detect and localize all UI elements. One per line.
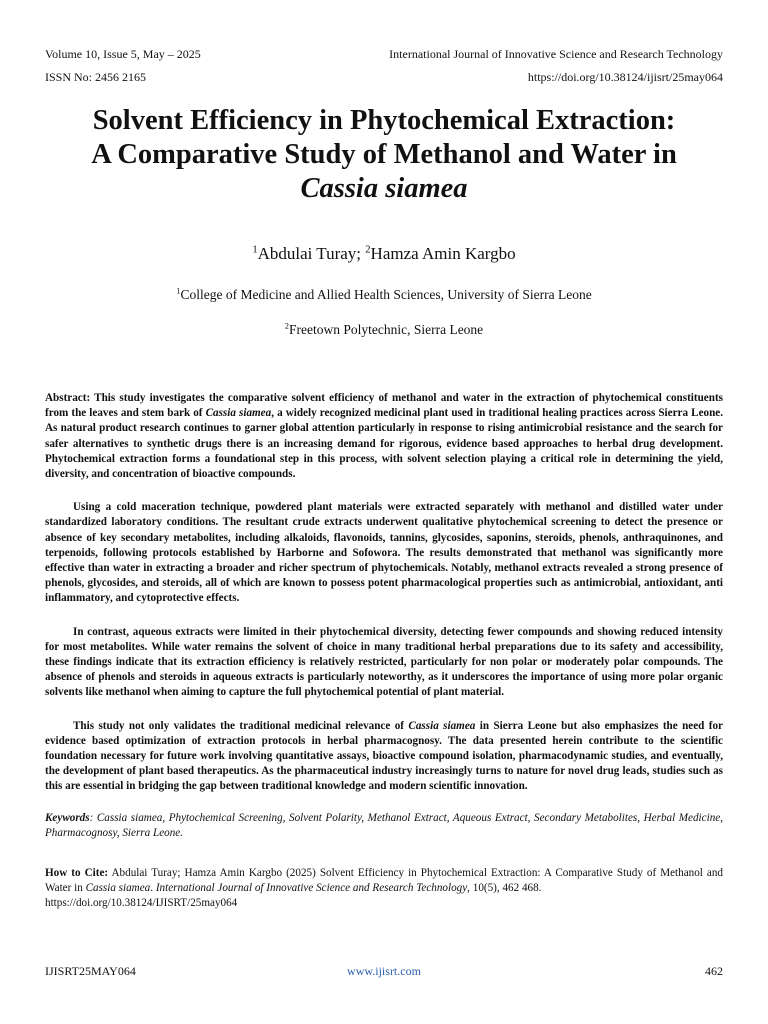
abstract-p1-text-b: , a widely recognized medicinal plant used in traditional healing practices across Sierra Leone. As natural product research continues to garner global attention particularly in response to rising antimicrobial resistance and the search for safer alternatives to synthetic drugs there is an increasing demand for rigorous, evidence based approaches to herbal drug development. Phytochemical extraction forms a foundational step in this process, with solvent selection playing a critical role in determining the yield, diversity, and concentration of bioactive compounds. bbox=[45, 407, 724, 481]
cite-text-c: , 10(5), 462 468. bbox=[467, 882, 542, 895]
journal-name: International Journal of Innovative Science and Research Technology bbox=[389, 47, 723, 61]
author-2-marker: 2 bbox=[365, 244, 371, 256]
paper-code: IJISRT25MAY064 bbox=[45, 964, 136, 978]
cite-species: Cassia siamea bbox=[85, 882, 151, 895]
cite-journal: International Journal of Innovative Science and Research Technology bbox=[155, 882, 468, 895]
affiliation-2-marker: 2 bbox=[284, 321, 289, 331]
doi-link[interactable]: https://doi.org/10.38124/ijisrt/25may064 bbox=[527, 70, 723, 84]
abstract-section bbox=[45, 391, 723, 930]
keywords bbox=[45, 811, 723, 841]
abstract-p4-text-b: in Sierra Leone but also emphasizes the need for evidence based optimization of extraction protocols in herbal pharmacognosy. The data presented herein contribute to the scientific foundation necessary for future work involving quantitative assays, bioactive compound isolation, pharmacodynamic studies, and eventually, the development of plant based therapeutics. As the pharmaceutical industry increasingly turns to nature for novel drug leads, studies such as this are essential in bridging the gap between traditional knowledge and modern scientific innovation. bbox=[45, 719, 723, 793]
cite-label: How to Cite: bbox=[45, 867, 109, 880]
title-line-2: A Comparative Study of Methanol and Water in bbox=[91, 139, 677, 170]
author-1: Abdulai Turay; bbox=[257, 244, 366, 263]
cite-text-b: . bbox=[150, 882, 156, 895]
abstract-p4-species: Cassia siamea bbox=[408, 719, 476, 732]
affiliation-2-text: Freetown Polytechnic, Sierra Leone bbox=[288, 322, 484, 337]
author-list bbox=[0, 243, 768, 265]
volume-issue: Volume 10, Issue 5, May – 2025 bbox=[45, 47, 201, 61]
abstract-p1-text-a: Abstract: This study investigates the comparative solvent efficiency of methanol and water in the extraction of phytochemical constituents from the leaves and stem bark of bbox=[45, 392, 723, 420]
abstract-paragraph-3: In contrast, aqueous extracts were limited in their phytochemical diversity, detecting fewer compounds and showing reduced intensity for most metabolites. While water remains the solvent of choice in many traditional herbal preparations due to its safety and accessibility, these findings indicate that its extraction efficiency is relatively restricted, particularly for non polar or moderately polar compounds. The absence of phenols and steroids in aqueous extracts is particularly noteworthy, as it underscores the importance of using more polar organic solvents like methanol when aiming to capture the full phytochemical potential of plant material. bbox=[45, 625, 723, 699]
affiliation-1 bbox=[0, 286, 768, 304]
abstract-paragraph-2: Using a cold maceration technique, powdered plant materials were extracted separately with methanol and distilled water under standardized laboratory conditions. The resultant crude extracts underwent qualitative phytochemical screening to detect the presence or absence of key secondary metabolites, including alkaloids, flavonoids, tannins, glycosides, saponins, steroids, phenols, anthraquinones, and terpenoids, following protocols established by Harborne and Sofowora. The results demonstrated that methanol was significantly more effective than water in extracting a broader and richer spectrum of phytochemicals. Notably, methanol extracts revealed a strong presence of phenols, glycosides, and steroids, all of which are known to possess potent pharmacological properties such as antimicrobial, antioxidant, anti inflammatory, and cytoprotective effects. bbox=[45, 501, 723, 605]
title-species: Cassia siamea bbox=[300, 173, 468, 204]
author-2: Hamza Amin Kargbo bbox=[370, 244, 516, 263]
affiliation-2 bbox=[0, 321, 768, 339]
abstract-paragraph-4 bbox=[45, 719, 723, 795]
affiliation-1-marker: 1 bbox=[176, 286, 181, 296]
author-1-marker: 1 bbox=[252, 244, 258, 256]
cite-doi-link[interactable]: https://doi.org/10.38124/IJISRT/25may064 bbox=[45, 897, 238, 910]
how-to-cite bbox=[45, 866, 723, 912]
journal-website-link[interactable]: www.ijisrt.com bbox=[347, 964, 421, 978]
cite-text-a: Abdulai Turay; Hamza Amin Kargbo (2025) Solvent Efficiency in Phytochemical Extraction: A Comparative Study of Methanol and Water in bbox=[45, 867, 724, 895]
issn: ISSN No: 2456 2165 bbox=[45, 70, 147, 84]
paper-title bbox=[40, 104, 728, 206]
abstract-p4-text-a: This study not only validates the traditional medicinal relevance of bbox=[73, 719, 409, 732]
affiliation-1-text: College of Medicine and Allied Health Sciences, University of Sierra Leone bbox=[180, 287, 592, 302]
abstract-p1-species: Cassia siamea bbox=[205, 407, 272, 420]
keywords-label: Keywords bbox=[45, 811, 90, 824]
keywords-text: : Cassia siamea, Phytochemical Screening, Solvent Polarity, Methanol Extract, Aqueous Extract, Secondary Metabolites, Herbal Medicine, Pharmacognosy, Sierra Leone. bbox=[45, 811, 723, 839]
abstract-paragraph-1 bbox=[45, 391, 723, 482]
page-number: 462 bbox=[705, 964, 723, 978]
title-line-1: Solvent Efficiency in Phytochemical Extraction: bbox=[92, 105, 676, 136]
